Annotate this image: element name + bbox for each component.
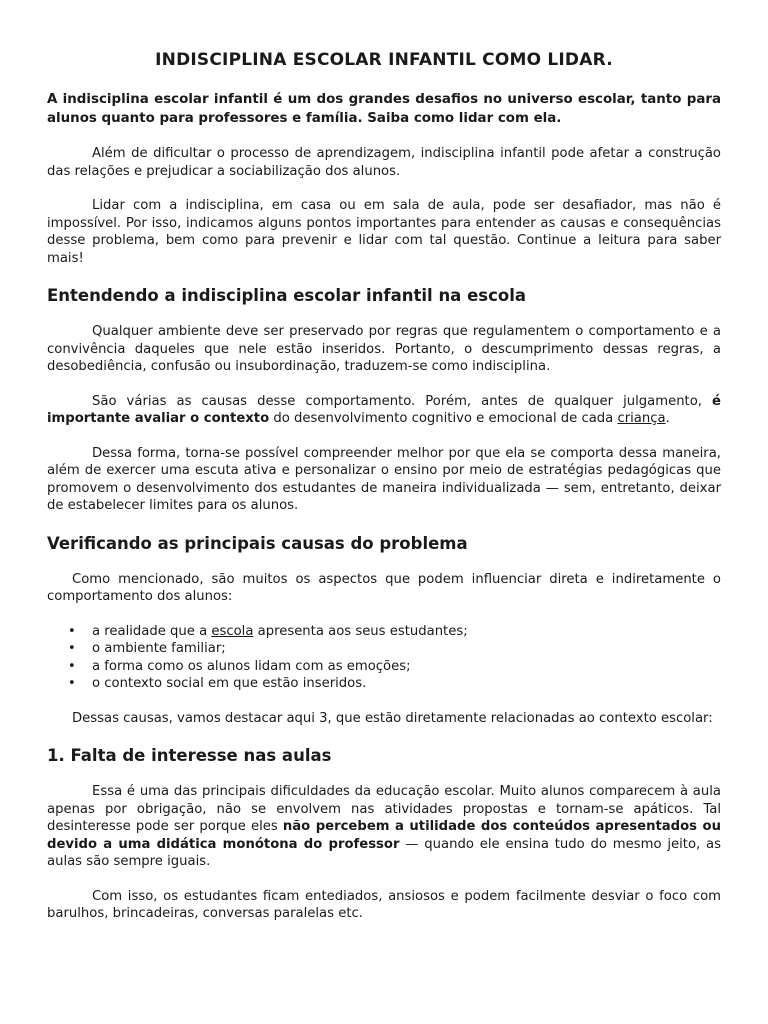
section-heading-falta-interesse: 1. Falta de interesse nas aulas xyxy=(47,746,332,765)
page-title: INDISCIPLINA ESCOLAR INFANTIL COMO LIDAR. xyxy=(155,50,613,70)
section3-paragraph-2: Com isso, os estudantes ficam entediados, ansiosos e podem facilmente desviar o foco com barulhos, brincadeiras, conversas paralelas etc. xyxy=(47,888,721,921)
lead-paragraph: A indisciplina escolar infantil é um dos grandes desafios no universo escolar, tanto para alunos quanto para professores e família. Saiba como lidar com ela. xyxy=(47,92,721,126)
section3-paragraph-1: Essa é uma das principais dificuldades da educação escolar. Muito alunos comparecem à aula apenas por obrigação, não se envolvem nas atividades propostas e tornam-se apáticos. Tal desinteresse pode ser porque eles não percebem a utilidade dos conteúdos apresentados ou devido a uma didática monótona do professor — quando ele ensina tudo do mesmo jeito, as aulas são sempre iguais. xyxy=(47,784,721,869)
highlight-text: é importante avaliar o contexto xyxy=(47,393,721,426)
list-item: • o ambiente familiar; xyxy=(68,641,226,656)
bullet-icon: • xyxy=(68,623,76,639)
section2-paragraph-1: Como mencionado, são muitos os aspectos que podem influenciar direta e indiretamente o comportamento dos alunos: xyxy=(47,571,721,604)
intro-paragraph-2: Lidar com a indisciplina, em casa ou em sala de aula, pode ser desafiador, mas não é impossível. Por isso, indicamos alguns pontos importantes para entender as causas e consequências desse problema, bem como para prevenir e lidar com tal questão. Continue a leitura para saber mais! xyxy=(47,198,721,266)
section1-paragraph-1: Qualquer ambiente deve ser preservado por regras que regulamentem o comportamento e a convivência daqueles que nele estão inseridos. Portanto, o descumprimento dessas regras, a desobediência, confusão ou insubordinação, traduzem-se como indisciplina. xyxy=(47,324,721,374)
list-item: • a forma como os alunos lidam com as emoções; xyxy=(68,658,411,674)
section-heading-verificando: Verificando as principais causas do problema xyxy=(47,533,468,553)
section2-paragraph-2: Dessas causas, vamos destacar aqui 3, que estão diretamente relacionadas ao contexto escolar: xyxy=(72,710,713,726)
bullet-icon: • xyxy=(68,676,76,691)
bullet-icon: • xyxy=(68,658,76,674)
highlight-text: não percebem a utilidade dos conteúdos apresentados ou devido a uma didática monótona do professor xyxy=(47,819,721,852)
section1-paragraph-3: Dessa forma, torna-se possível compreender melhor por que ela se comporta dessa maneira, além de exercer uma escuta ativa e personalizar o ensino por meio de estratégias pedagógicas que promovem o desenvolvimento dos estudantes de maneira individualizada — sem, entretanto, deixar de estabelecer limites para os alunos. xyxy=(47,445,721,513)
section1-paragraph-2: São várias as causas desse comportamento. Porém, antes de qualquer julgamento, é importante avaliar o contexto do desenvolvimento cognitivo e emocional de cada criança. xyxy=(47,393,721,426)
causes-list xyxy=(47,623,721,693)
link-escola[interactable]: escola xyxy=(211,623,254,639)
intro-paragraph-1: Além de dificultar o processo de aprendizagem, indisciplina infantil pode afetar a construção das relações e prejudicar a sociabilização dos alunos. xyxy=(47,146,721,179)
bullet-icon: • xyxy=(68,641,76,656)
list-item: • a realidade que a escola apresenta aos seus estudantes; xyxy=(68,623,468,639)
list-item: • o contexto social em que estão inseridos. xyxy=(68,676,367,691)
section-heading-entendendo: Entendendo a indisciplina escolar infantil na escola xyxy=(47,286,526,305)
link-crianca[interactable]: criança xyxy=(617,411,666,426)
